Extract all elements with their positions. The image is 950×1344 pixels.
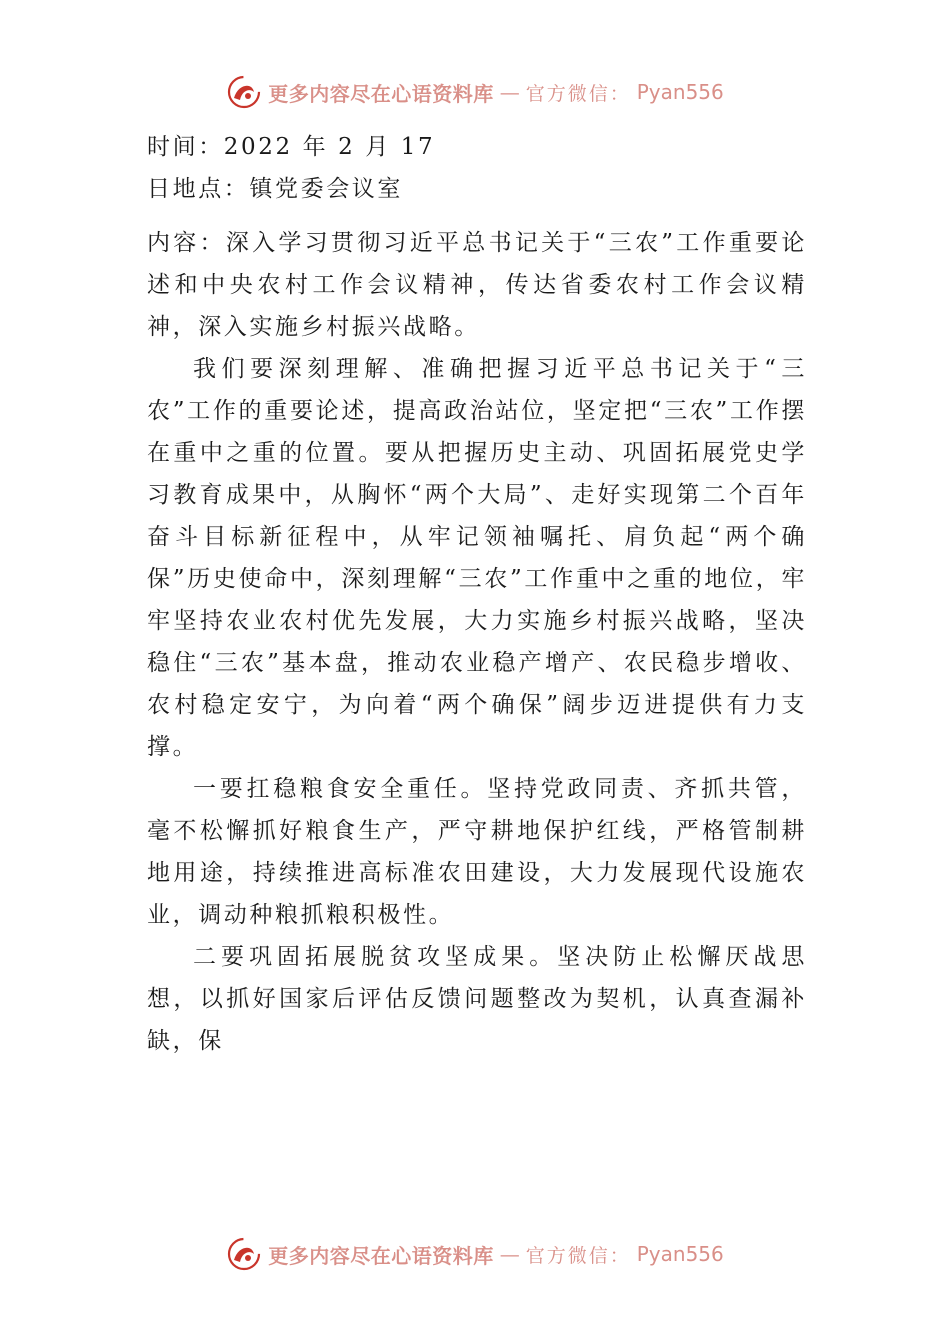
- watermark-wechat-id: Pyan556: [636, 80, 724, 104]
- swirl-logo-icon: [226, 74, 262, 110]
- paragraph-2: 一要扛稳粮食安全重任。坚持党政同责、齐抓共管，毫不松懈抓好粮食生产，严守耕地保护红线，严格管制耕地用途，持续推进高标准农田建设，大力发展现代设施农业，调动种粮抓粮积极性。: [147, 776, 807, 928]
- content-intro: 内容：深入学习贯彻习近平总书记关于“三农”工作重要论述和中央农村工作会议精神，传达省委农村工作会议精神，深入实施乡村振兴战略。: [147, 230, 807, 340]
- watermark-main-text: 更多内容尽在心语资料库: [268, 1243, 494, 1268]
- paragraph-1: 我们要深刻理解、准确把握习近平总书记关于“三农”工作的重要论述，提高政治站位，坚定把“三农”工作摆在重中之重的位置。要从把握历史主动、巩固拓展党史学习教育成果中，从胸怀“两个大局”、走好实现第二个百年奋斗目标新征程中，从牢记领袖嘱托、肩负起“两个确保”历史使命中，深刻理解“三农”工作重中之重的地位，牢牢坚持农业农村优先发展，大力实施乡村振兴战略，坚决稳住“三农”基本盘，推动农业稳产增产、农民稳步增收、农村稳定安宁，为向着“两个确保”阔步迈进提供有力支撑。: [147, 356, 807, 760]
- document-body: [147, 126, 807, 1062]
- header-watermark: [0, 72, 950, 112]
- watermark-sub-text: 官方微信：: [525, 1244, 631, 1267]
- swirl-logo-icon: [226, 1236, 262, 1272]
- watermark-separator: —: [499, 80, 520, 104]
- place-line: 日地点：镇党委会议室: [147, 176, 403, 202]
- footer-watermark: [0, 1234, 950, 1274]
- paragraph-3: 二要巩固拓展脱贫攻坚成果。坚决防止松懈厌战思想，以抓好国家后评估反馈问题整改为契机，认真查漏补缺，保: [147, 944, 807, 1054]
- watermark-main-text: 更多内容尽在心语资料库: [268, 81, 494, 106]
- time-line: 时间：2022 年 2 月 17: [147, 134, 436, 160]
- watermark-wechat-id: Pyan556: [636, 1242, 724, 1266]
- watermark-separator: —: [499, 1242, 520, 1266]
- watermark-sub-text: 官方微信：: [525, 82, 631, 105]
